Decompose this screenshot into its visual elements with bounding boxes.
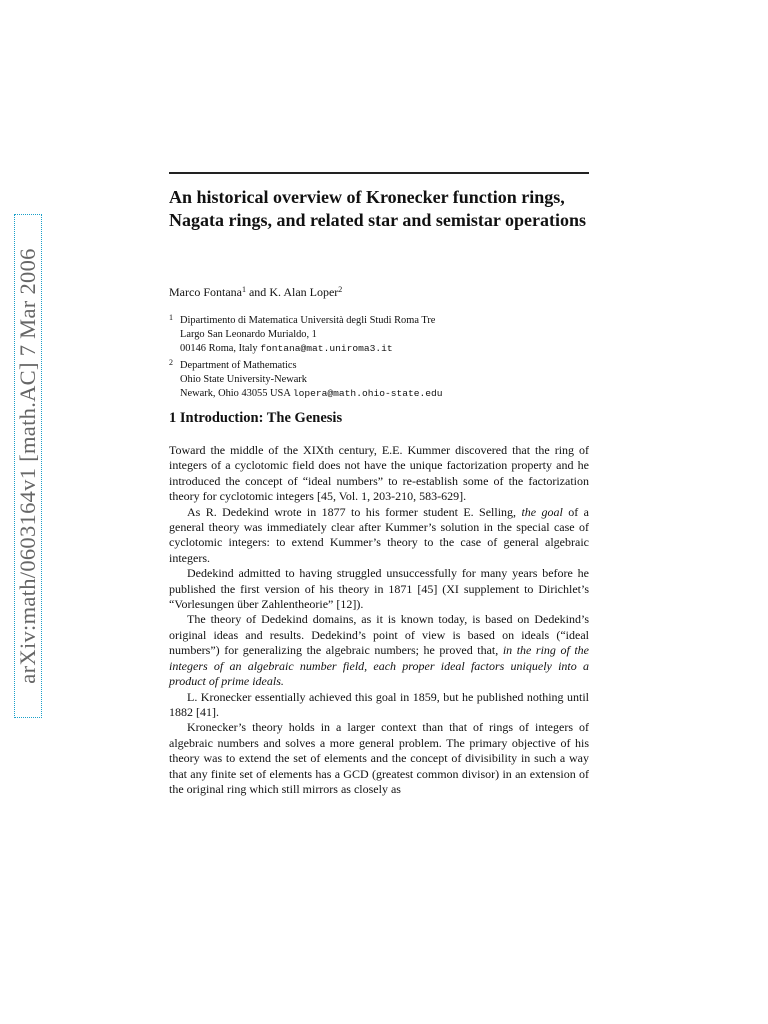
- author-line: [169, 285, 342, 300]
- paragraph-3: Dedekind admitted to having struggled unsuccessfully for many years before he published the first version of his theory in 1871 [45] (XI supplement to Dirichlet’s “Vorlesungen über Zahlentheorie” [12]).: [169, 566, 589, 612]
- affiliations: [169, 311, 443, 401]
- paragraph-2-emphasis: the goal: [521, 504, 563, 519]
- author-1-name: Marco Fontana: [169, 285, 242, 299]
- affiliation-2-line2: Ohio State University-Newark: [180, 374, 307, 385]
- author-conjunction: and: [245, 285, 270, 299]
- paragraph-2: [169, 505, 589, 567]
- affiliation-1-line1: Dipartimento di Matematica Università degli Studi Roma Tre: [180, 315, 436, 326]
- affiliation-2-line1: Department of Mathematics: [180, 360, 297, 371]
- arxiv-identifier-stamp: [14, 214, 42, 718]
- affiliation-2-line3: Newark, Ohio 43055 USA: [180, 388, 293, 399]
- affiliation-1: [169, 311, 443, 356]
- paragraph-2-text-a: As R. Dedekind wrote in 1877 to his former student E. Selling,: [187, 504, 522, 519]
- arxiv-identifier-text: arXiv:math/0603164v1 [math.AC] 7 Mar 2006: [15, 248, 40, 684]
- author-1-mark: 1: [241, 285, 246, 294]
- affiliation-1-line3: 00146 Roma, Italy: [180, 343, 261, 354]
- author-2-mark: 2: [338, 285, 343, 294]
- affiliation-2-mark: 2: [169, 358, 173, 367]
- paragraph-1: Toward the middle of the XIXth century, E.E. Kummer discovered that the ring of integers of a cyclotomic field does not have the unique factorization property and he introduced the concept of “ideal numbers” to re-establish some of the factorization theory for cyclotomic integers [45, Vol. 1, 203-210, 583-629].: [169, 443, 589, 504]
- title-rule: [169, 172, 589, 174]
- paragraph-2-text-b: of a general theory was immediately clear after Kummer’s solution in the special case of cyclotomic integers: to extend Kummer’s theory to the case of general algebraic integers.: [169, 504, 590, 565]
- affiliation-1-email[interactable]: fontana@mat.uniroma3.it: [260, 343, 393, 354]
- affiliation-2-email[interactable]: lopera@math.ohio-state.edu: [292, 388, 443, 399]
- paragraph-4-text: The theory of Dedekind domains, as it is known today, is based on Dedekind’s original ideas and results. Dedekind’s point of view is based on ideals (“ideal numbers”) for generalizing the algebraic numbers; he proved that,: [169, 612, 589, 658]
- paper-title: An historical overview of Kronecker function rings, Nagata rings, and related star and semistar operations: [169, 187, 587, 230]
- affiliation-1-line2: Largo San Leonardo Murialdo, 1: [180, 329, 317, 340]
- paragraph-6: Kronecker’s theory holds in a larger context than that of rings of integers of algebraic numbers and solves a more general problem. The primary objective of his theory was to extend the set of elements and the concept of divisibility in such a way that any finite set of elements has a GCD (greatest common divisor) in an extension of the original ring which still mirrors as closely as: [169, 720, 589, 796]
- paragraph-4: [169, 612, 589, 689]
- affiliation-1-mark: 1: [169, 313, 173, 322]
- body-text: [169, 443, 589, 797]
- affiliation-2: [169, 356, 443, 401]
- paragraph-5: L. Kronecker essentially achieved this goal in 1859, but he published nothing until 1882 [41].: [169, 689, 589, 719]
- author-2-name: K. Alan Loper: [269, 285, 339, 299]
- paragraph-4-emphasis: in the ring of the integers of an algebraic number field, each proper ideal factors uniquely into a product of prime ideals.: [169, 643, 589, 689]
- section-heading: 1 Introduction: The Genesis: [169, 410, 343, 426]
